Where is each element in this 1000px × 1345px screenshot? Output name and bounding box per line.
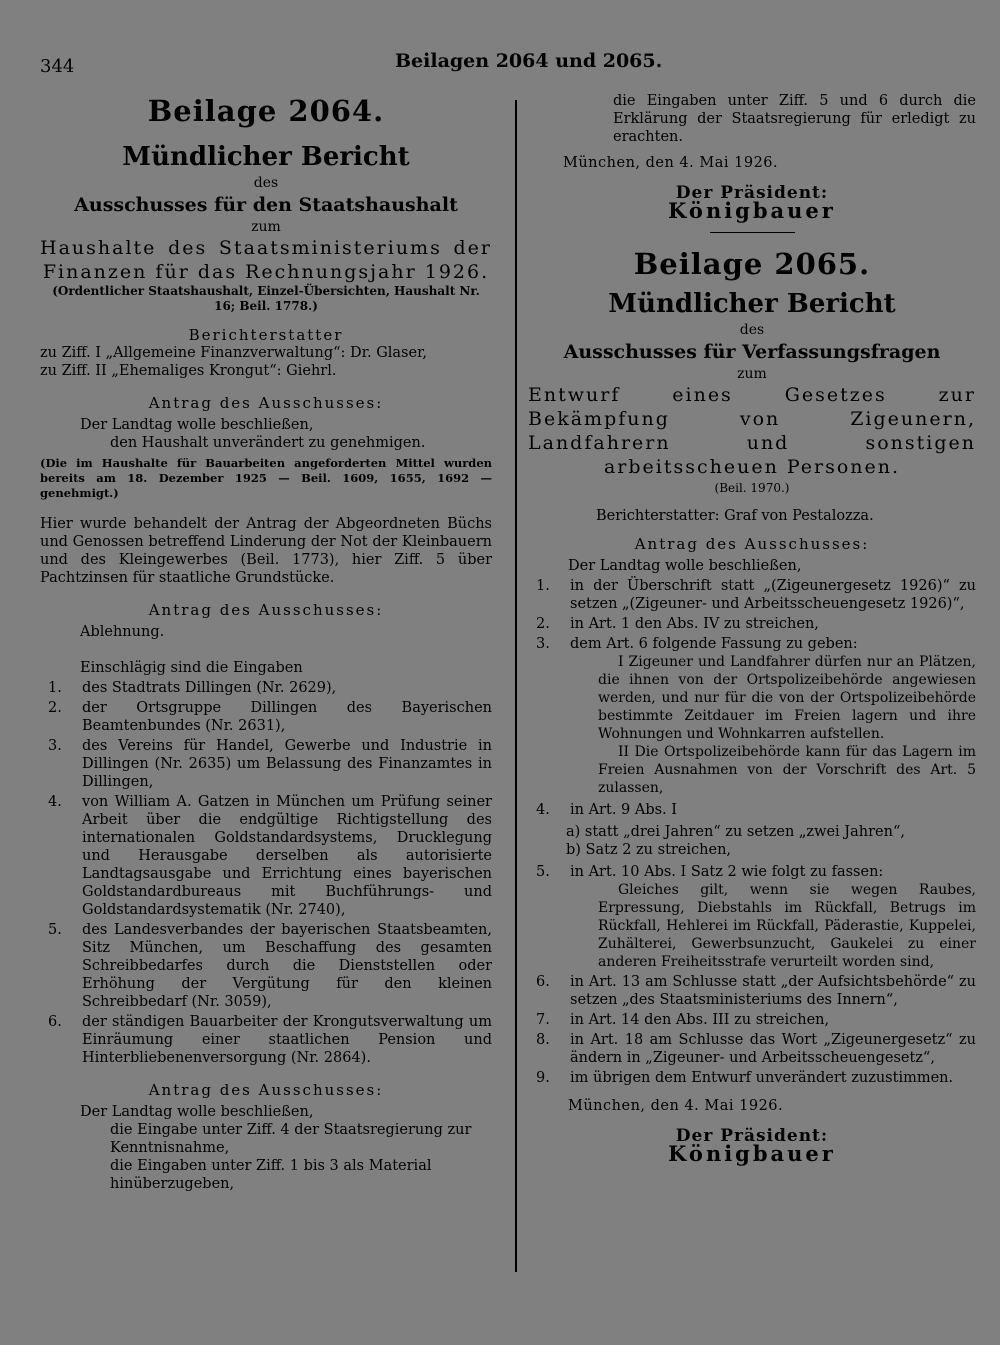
bericht-heading: Mündlicher Bericht: [122, 142, 410, 172]
eingabe-4-line: die Eingabe unter Ziff. 4 der Staatsregierung zur Kenntnisnahme,: [110, 1122, 472, 1156]
amendment-item-text: in der Überschrift statt „(Zigeunergesetz 1926)“ zu setzen „(Zigeuner- und Arbeitsscheuengesetz 1926)“,: [570, 578, 976, 612]
hier-paragraph: Hier wurde behandelt der Antrag der Abgeordneten Büchs und Genossen betreffend Linderung der Not der Kleinbauern und des Kleingewerbes (Beil. 1773), hier Ziff. 5 über Pachtzinsen für staatliche Grundstücke.: [40, 516, 492, 586]
amendments-list: [528, 577, 976, 653]
antrag-heading-2: Antrag des Ausschusses:: [148, 601, 384, 619]
antrag-heading-4: Antrag des Ausschusses:: [634, 535, 870, 553]
amendment-4b: b) Satz 2 zu streichen,: [566, 842, 732, 858]
amendments-list-end: [528, 973, 976, 1087]
amendment-4a: a) statt „drei Jahren“ zu setzen „zwei Jahren“,: [566, 824, 905, 840]
left-column: [40, 92, 492, 1193]
eingabe-item: [40, 793, 492, 919]
eingabe-item-text: der ständigen Bauarbeiter der Krongutsverwaltung um Einräumung einer staatlichen Pension und Hinterbliebenenversorgung (Nr. 2864).: [82, 1014, 492, 1066]
amendment-end-item-text: in Art. 18 am Schlusse das Wort „Zigeunergesetz“ zu ändern in „Zigeuner- und Arbeitsscheuengesetz“,: [570, 1032, 976, 1066]
amendment-item-text: dem Art. 6 folgende Fassung zu geben:: [570, 636, 858, 652]
eingaben-list: [40, 679, 492, 1067]
eingabe-item-number: 4.: [48, 794, 62, 810]
eingabe-item-number: 2.: [48, 700, 62, 716]
president-label-1: Der Präsident:: [675, 183, 829, 203]
eingabe-item: [40, 737, 492, 791]
amendment-end-item: [528, 973, 976, 1009]
amendment-end-item-text: in Art. 13 am Schlusse statt „der Aufsichtsbehörde“ zu setzen „des Staatsministeriums des Innern“,: [570, 974, 976, 1008]
zum-label-2: zum: [737, 366, 767, 382]
zum-label: zum: [251, 219, 281, 235]
amendment-end-item: [528, 1031, 976, 1067]
column-divider: [515, 100, 517, 1272]
amendment-5-text: in Art. 10 Abs. I Satz 2 wie folgt zu fassen:: [570, 864, 884, 880]
beilage-2064-title: Beilage 2064.: [147, 94, 385, 128]
report-topic: Haushalte des Staatsministeriums der Finanzen für das Rechnungsjahr 1926.: [40, 237, 492, 283]
topic-reference: (Ordentlicher Staatshaushalt, Einzel-Übersichten, Haushalt Nr. 16; Beil. 1778.): [52, 284, 480, 313]
eingabe-item-text: des Stadtrats Dillingen (Nr. 2629),: [82, 680, 337, 696]
landtag-line-4: Der Landtag wolle beschließen,: [568, 558, 802, 574]
haushalt-genehmigen: den Haushalt unverändert zu genehmigen.: [110, 435, 426, 451]
amendment-5-number: 5.: [536, 864, 550, 880]
page-number: 344: [40, 56, 75, 77]
amendment-4-text: in Art. 9 Abs. I: [570, 802, 678, 818]
berichterstatter-heading: Berichterstatter: [188, 326, 344, 344]
eingabe-item-number: 5.: [48, 922, 62, 938]
des-label: des: [253, 175, 279, 191]
reporter-line-1: zu Ziff. I „Allgemeine Finanzverwaltung“: Dr. Glaser,: [40, 345, 428, 361]
amendment-item-text: in Art. 1 den Abs. IV zu streichen,: [570, 616, 819, 632]
beilage-2065-title: Beilage 2065.: [633, 247, 871, 281]
amendment-item-number: 3.: [536, 636, 550, 652]
amendment-item: [528, 635, 976, 653]
amendment-end-item: [528, 1011, 976, 1029]
continuation-text: die Eingaben unter Ziff. 5 und 6 durch die Erklärung der Staatsregierung für erledigt zu erachten.: [613, 93, 976, 145]
amendment-end-item-text: in Art. 14 den Abs. III zu streichen,: [570, 1012, 830, 1028]
amendment-item: [528, 615, 976, 633]
bericht-heading-2: Mündlicher Bericht: [608, 289, 896, 319]
landtag-line-3: Der Landtag wolle beschließen,: [80, 1104, 314, 1120]
amendment-end-item-text: im übrigen dem Entwurf unverändert zuzustimmen.: [570, 1070, 954, 1086]
amendment-end-item-number: 8.: [536, 1032, 550, 1048]
art6-paragraph-1: I Zigeuner und Landfahrer dürfen nur an Plätzen, die ihnen von der Ortspolizeibehörde angewiesen werden, und nur für die von der Ortspolizeibehörde bestimmte Zeitdauer im Freien lagern und ihre Wohnungen und Wohnkarren aufstellen.: [598, 654, 976, 742]
amendment-end-item-number: 9.: [536, 1070, 550, 1086]
amendment-4: [528, 801, 976, 819]
amendment-4-number: 4.: [536, 802, 550, 818]
amendment-end-item: [528, 1069, 976, 1087]
right-column: [528, 92, 976, 1166]
amendment-item-number: 2.: [536, 616, 550, 632]
amendment-end-item-number: 6.: [536, 974, 550, 990]
amendment-item-number: 1.: [536, 578, 550, 594]
eingabe-item-text: der Ortsgruppe Dillingen des Bayerischen Beamtenbundes (Nr. 2631),: [82, 700, 492, 734]
amendment-item: [528, 577, 976, 613]
ablehnung: Ablehnung.: [80, 624, 165, 640]
eingabe-item-number: 3.: [48, 738, 62, 754]
eingabe-item-text: des Landesverbandes der bayerischen Staatsbeamten, Sitz München, um Beschaffung des gesamten Schreibbedarfes durch die Dienststellen oder Erhöhung der Vergütung für den kleinen Schreibbedarf (Nr. 3059),: [82, 922, 492, 1010]
eingabe-item-number: 1.: [48, 680, 62, 696]
date-2: München, den 4. Mai 1926.: [568, 1098, 784, 1114]
antrag-heading-3: Antrag des Ausschusses:: [148, 1081, 384, 1099]
bauarbeiten-note: (Die im Haushalte für Bauarbeiten angeforderten Mittel wurden bereits am 18. Dezember 1925 — Beil. 1609, 1655, 1692 — genehmigt.): [40, 456, 492, 500]
date-1: München, den 4. Mai 1926.: [563, 155, 779, 171]
report-topic-2: Entwurf eines Gesetzes zur Bekämpfung von Zigeunern, Landfahrern und sonstigen arbeitsscheuen Personen.: [528, 384, 976, 478]
president-name-2: Königbauer: [668, 1141, 836, 1166]
antrag-heading-1: Antrag des Ausschusses:: [148, 394, 384, 412]
committee-name: Ausschusses für den Staatshaushalt: [74, 194, 458, 216]
president-label-2: Der Präsident:: [675, 1126, 829, 1146]
eingabe-item: [40, 679, 492, 697]
eingabe-item: [40, 1013, 492, 1067]
art6-paragraph-2: II Die Ortspolizeibehörde kann für das Lagern im Freien Ausnahmen von der Vorschrift des Art. 5 zulassen,: [598, 744, 976, 796]
committee-name-2: Ausschusses für Verfassungsfragen: [563, 341, 941, 363]
eingabe-item: [40, 921, 492, 1011]
des-label-2: des: [739, 322, 765, 338]
president-name-1: Königbauer: [668, 198, 836, 223]
eingabe-item-text: von William A. Gatzen in München um Prüfung seiner Arbeit über die endgültige Richtigstellung des internationalen Goldstandardsystems, Drucklegung und Herausgabe derselben als autorisierte Landtagsausgabe und Errichtung eines bayerischen Goldstandardbureaus mit Buchführungs- und Goldstandardsystematik (Nr. 2740),: [82, 794, 492, 918]
berichterstatter-line: Berichterstatter: Graf von Pestalozza.: [596, 508, 874, 524]
landtag-line-1: Der Landtag wolle beschließen,: [80, 417, 314, 433]
einschlaegig-line: Einschlägig sind die Eingaben: [80, 660, 303, 676]
running-head: Beilagen 2064 und 2065.: [395, 50, 663, 72]
eingabe-item: [40, 699, 492, 735]
eingabe-item-number: 6.: [48, 1014, 62, 1030]
topic-reference-2: (Beil. 1970.): [714, 481, 790, 495]
eingaben-1-3-line: die Eingaben unter Ziff. 1 bis 3 als Material hinüberzugeben,: [110, 1158, 432, 1192]
reporter-line-2: zu Ziff. II „Ehemaliges Krongut“: Giehrl.: [40, 363, 337, 379]
section-rule: [710, 232, 795, 233]
amendment-5: [528, 863, 976, 881]
eingabe-item-text: des Vereins für Handel, Gewerbe und Industrie in Dillingen (Nr. 2635) um Belassung des Finanzamtes in Dillingen,: [82, 738, 492, 790]
amendment-end-item-number: 7.: [536, 1012, 550, 1028]
art10-text: Gleiches gilt, wenn sie wegen Raubes, Erpressung, Diebstahls im Rückfall, Betrugs im Rückfall, Hehlerei im Rückfall, Päderastie, Kuppelei, Zuhälterei, Gewerbsunzucht, Gaukelei zu einer anderen Freiheitsstrafe verurteilt worden sind,: [598, 882, 976, 970]
